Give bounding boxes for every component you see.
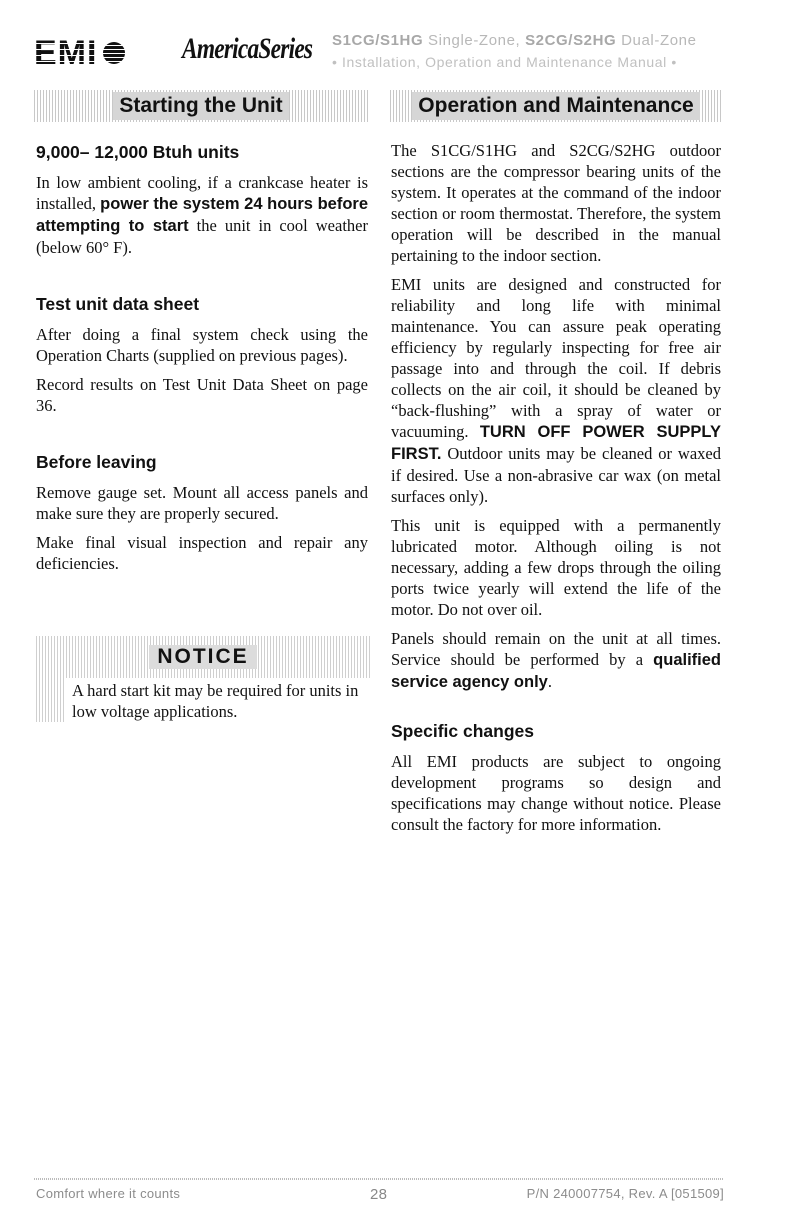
paragraph: This unit is equipped with a permanently lubricated motor. Although oiling is not necessary, adding a few drops through the oiling ports twice yearly will extend the life of the motor. Do not over oil. <box>391 516 721 619</box>
emi-logo-text: EMI <box>34 34 98 72</box>
footer-divider <box>34 1178 724 1180</box>
section-title: Operation and Maintenance <box>412 92 699 120</box>
notice-text: A hard start kit may be required for units in low voltage applications. <box>72 681 359 721</box>
manual-subtitle: • Installation, Operation and Maintenance Manual • <box>332 54 677 70</box>
heading-btuh-units: 9,000– 12,000 Btuh units <box>36 142 240 162</box>
paragraph: After doing a final system check using the Operation Charts (supplied on previous pages). <box>36 325 368 365</box>
paragraph: All EMI products are subject to ongoing development programs so design and specifications may change without notice. Please consult the factory for more information. <box>391 752 721 834</box>
america-series-logo: AmericaSeries <box>182 32 313 65</box>
section-title: Starting the Unit <box>113 92 288 120</box>
page-number: 28 <box>370 1186 388 1203</box>
heading-before-leaving: Before leaving <box>36 452 157 472</box>
notice-side-bar <box>36 678 64 722</box>
globe-icon <box>103 42 125 64</box>
paragraph: In low ambient cooling, if a crankcase heater is installed, power the system 24 hours before attempting to start the unit in cool weather (below 60° F). <box>36 173 368 257</box>
right-column <box>391 140 721 843</box>
heading-test-unit-data-sheet: Test unit data sheet <box>36 294 200 314</box>
paragraph: Record results on Test Unit Data Sheet on page 36. <box>36 375 368 415</box>
section-banner-operation <box>390 90 722 122</box>
notice-box <box>36 636 370 722</box>
paragraph: Panels should remain on the unit at all times. Service should be performed by a qualified service agency only. <box>391 629 721 691</box>
left-column <box>36 140 368 582</box>
paragraph: Make final visual inspection and repair any deficiencies. <box>36 533 368 573</box>
part-number: P/N 240007754, Rev. A [051509] <box>526 1186 724 1201</box>
manual-title: S1CG/S1HG Single-Zone, S2CG/S2HG Dual-Zone <box>332 32 697 49</box>
paragraph: Remove gauge set. Mount all access panels and make sure they are properly secured. <box>36 483 368 523</box>
notice-header <box>36 636 370 678</box>
notice-title: NOTICE <box>149 645 256 669</box>
paragraph: The S1CG/S1HG and S2CG/S2HG outdoor sections are the compressor bearing units of the system. It operates at the command of the indoor section or room thermostat. Therefore, the system operation will be described in the manual pertaining to the indoor section. <box>391 141 721 265</box>
emi-logo <box>34 34 125 72</box>
section-banner-starting <box>34 90 368 122</box>
page-header <box>34 26 764 76</box>
paragraph: EMI units are designed and constructed for reliability and long life with minimal maintenance. You can assure peak operating efficiency by regularly inspecting for free air passage into and through the coil. If debris collects on the air coil, it should be cleaned by “back-flushing” with a spray of water or vacuuming. TURN OFF POWER SUPPLY FIRST. Outdoor units may be cleaned or waxed if desired. Use a non-abrasive car wax (on metal surfaces only). <box>391 275 721 506</box>
footer-tagline: Comfort where it counts <box>36 1186 181 1201</box>
heading-specific-changes: Specific changes <box>391 721 534 741</box>
